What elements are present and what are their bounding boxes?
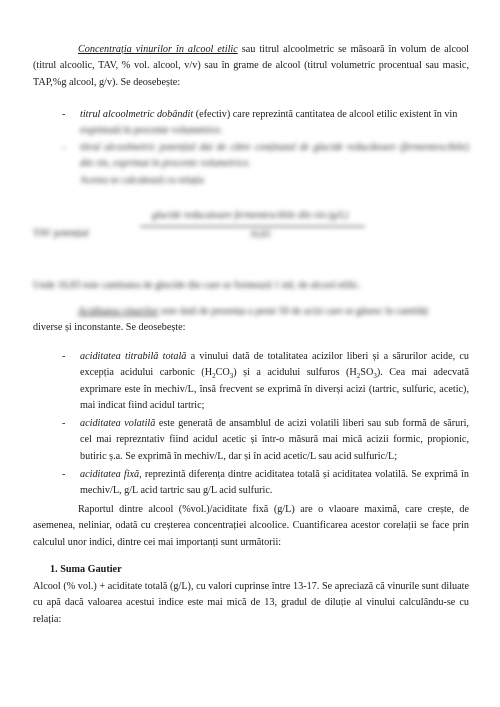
formula-denominator: 16,83 — [249, 229, 271, 239]
section-heading: 1. Suma Gautier — [50, 564, 122, 575]
formula-fraction-bar — [140, 226, 365, 227]
list1-item2-blurred — [80, 140, 469, 173]
where-line — [33, 278, 469, 294]
list2-b-text: este generată de ansamblul de acizi volatili liberi sau sub formă de săruri, cel mai reprezntativ fiind acidul acetic și într-o măsură mai mică acizii formic, propionic, butiric ș.a. Se exprimă în mechiv/L, dar și în acid acetic/L sau acid sulfuric/L; — [80, 418, 469, 462]
list1-item1-term: titrul alcoolmetric dobândit — [80, 109, 194, 120]
ratio-text: Raportul dintre alcool (%vol.)/aciditate fixă (g/L) are o vlaoare maximă, care crește, de asemenea, neliniar, odată cu creșterea concentrației alcoolice. Cuantificarea acestor corelații se face prin calculul unor indici, dintre cei mai importanți sunt următorii: — [33, 504, 469, 548]
list1-item1-blurred — [80, 123, 469, 139]
list-dash: - — [62, 142, 66, 153]
list1-item1 — [80, 107, 469, 123]
list-dash: - — [62, 418, 66, 429]
list2-item-total — [80, 349, 469, 415]
intro-paragraph — [33, 42, 469, 91]
list-dash: - — [62, 469, 66, 480]
acidity-blur-text: este dată de prezența a peste 50 de acizi care se găsesc în cantități — [158, 306, 429, 317]
list2-a-term: aciditatea titrabilă totală — [80, 351, 187, 362]
list2-item-fixed — [80, 467, 469, 500]
list2-item-volatile — [80, 416, 469, 465]
list2-a-text: a vinului dată de totalitatea acizilor liberi și a sărurilor acide, cu excepția acidului carbonic $(H_2CO_3)$ și a acidului sulfuros $(H_2SO_3)$. Cea mai adecvată exprimare este în mechiv/L, însă frecvent se exprimă în diverși acizi (tartric, sulfuric, acetic), mai indicat fiind acidul tartric; — [80, 351, 469, 412]
list1-note-text: Acesta se calculează cu relația — [80, 175, 204, 186]
list1-note-blurred — [80, 173, 469, 189]
list1-item2-blur-text: titrul alcoolmetric potențial dat de către conținutul de glucide reducătoare (fermentescibile) din vin, exprimat în procente volumetrice. — [80, 142, 469, 170]
list1-item1-text: (efectiv) care reprezintă cantitatea de alcool etilic existent în vin — [193, 109, 458, 120]
where-text: Unde 16,83 este cantitatea de glucide din care se formează 1 mL de alcool etilic. — [33, 280, 361, 291]
list1-item1-blur-text: exprimată în procente volumetrice. — [80, 125, 223, 136]
intro-term: Concentrația vinurilor în alcool etilic — [78, 44, 238, 55]
gautier-paragraph — [33, 579, 469, 628]
formula-numerator: glucide reducatoare fermentescibile din vin (g/L) — [151, 210, 349, 221]
list2-c-term: aciditatea fixă — [80, 469, 140, 480]
list2-c-text: , reprezintă diferența dintre aciditatea totală și aciditatea volatilă. Se exprimă în mechiv/L, g/L acid tartric sau g/L acid sulfuric. — [80, 469, 469, 497]
acidity-intro-rest — [33, 320, 469, 336]
acidity-intro-text: diverse și inconstante. Se deosebește: — [33, 322, 186, 333]
intro-text: sau titrul alcoolmetric se măsoară în volum de alcool (titrul alcoolic, TAV, % vol. alcool, v/v) sau în grame de alcool (titrul volumetric procentual sau masic, TAP,%g alcool, g/v). Se deosebește: — [33, 44, 469, 88]
ratio-paragraph — [33, 502, 469, 551]
acidity-term: Aciditatea vinurilor — [78, 306, 159, 317]
list-dash: - — [62, 351, 66, 362]
list-dash: - — [62, 109, 66, 120]
gautier-text: Alcool (% vol.) + aciditate totală (g/L), cu valori cuprinse între 13-17. Se apreciază că vinurile sunt diluate cu apă dacă valoarea acestui indice este mai mică de 13, gradul de diluție al vinului calculându-se cu relația: — [33, 581, 469, 625]
acidity-intro-blurred — [33, 304, 469, 320]
list2-b-term: aciditatea volatilă — [80, 418, 156, 429]
formula-lhs: TAV potențial — [33, 228, 89, 239]
